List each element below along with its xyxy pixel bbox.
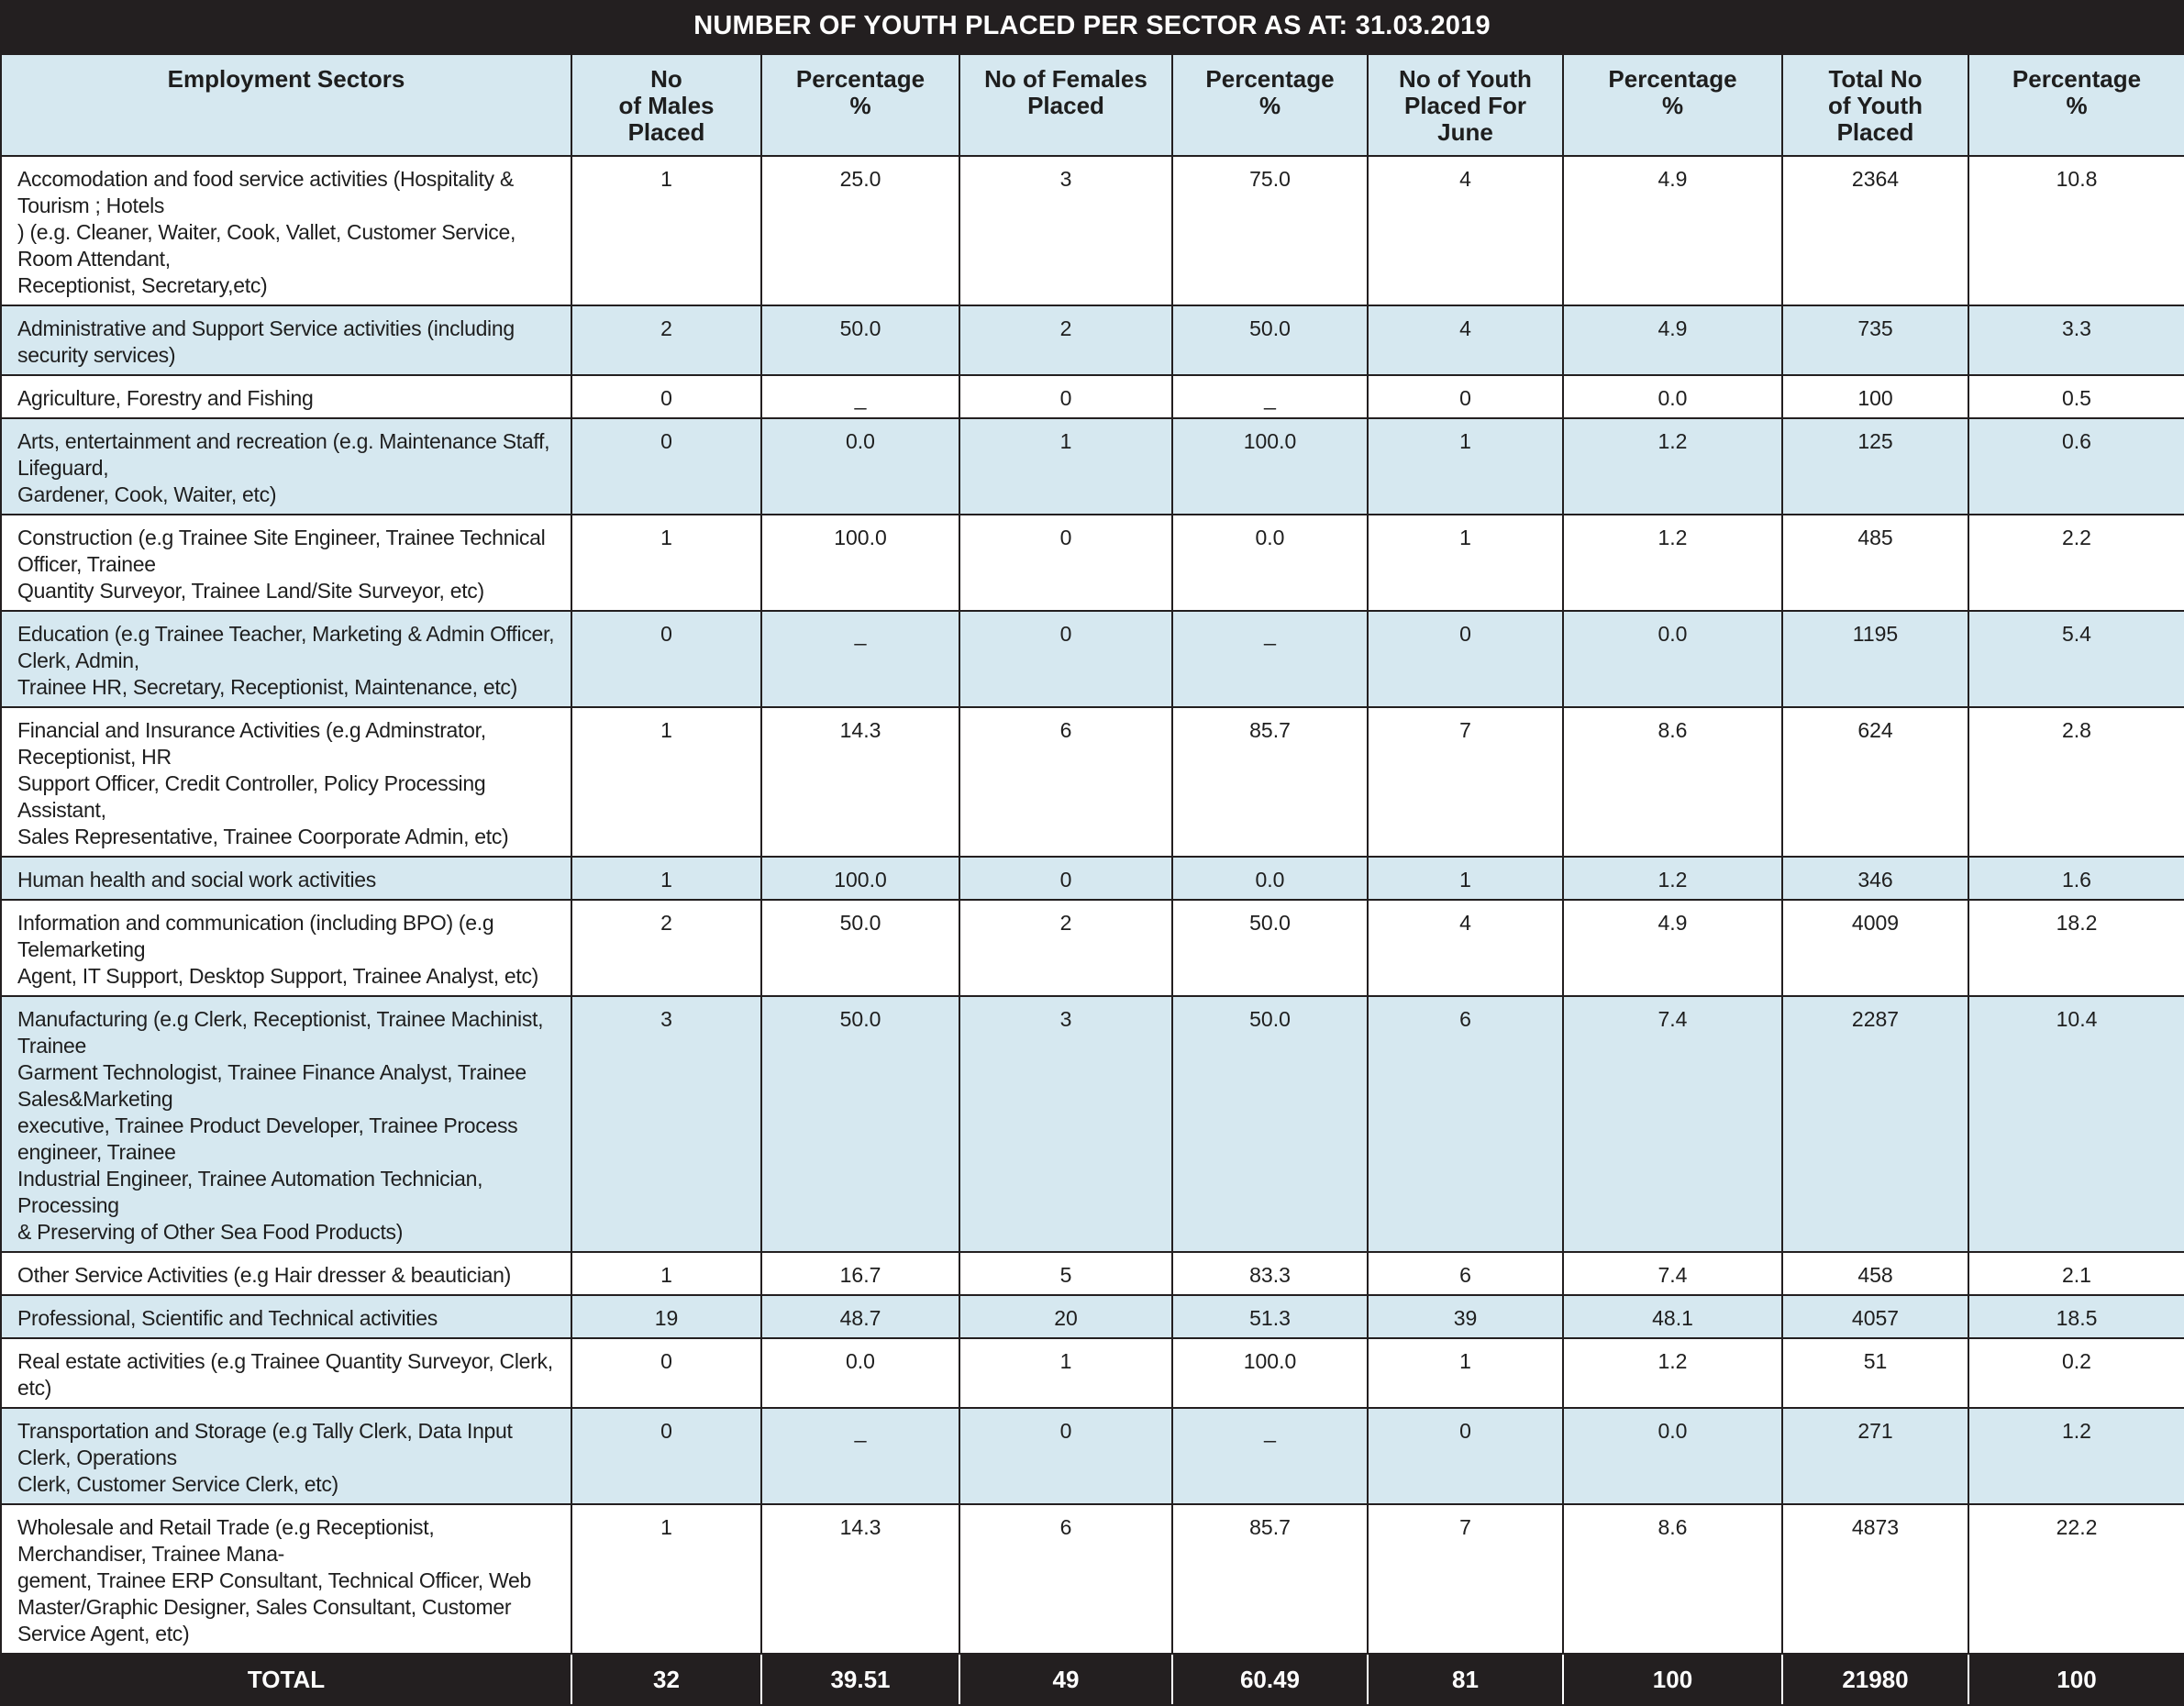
cell-june: 1 — [1368, 418, 1563, 515]
cell-males: 2 — [571, 900, 761, 996]
cell-june-percentage: 1.2 — [1563, 1338, 1782, 1408]
cell-total-percentage: 1.2 — [1968, 1408, 2184, 1504]
cell-june-percentage: 4.9 — [1563, 156, 1782, 305]
cell-june: 4 — [1368, 156, 1563, 305]
cell-males: 0 — [571, 611, 761, 707]
cell-females-percentage: 0.0 — [1172, 857, 1368, 900]
cell-males-percentage: 50.0 — [761, 996, 959, 1252]
cell-males-percentage: _ — [761, 1408, 959, 1504]
cell-males-percentage: 16.7 — [761, 1252, 959, 1295]
cell-june: 6 — [1368, 1252, 1563, 1295]
cell-total-percentage: 10.8 — [1968, 156, 2184, 305]
cell-june-percentage: 7.4 — [1563, 1252, 1782, 1295]
total-females: 49 — [959, 1654, 1172, 1705]
cell-males-percentage: 100.0 — [761, 857, 959, 900]
cell-males: 19 — [571, 1295, 761, 1338]
cell-females: 6 — [959, 1504, 1172, 1654]
header-females-placed: No of Females Placed — [959, 54, 1172, 156]
table-row — [1, 1338, 2184, 1408]
cell-total-percentage: 10.4 — [1968, 996, 2184, 1252]
cell-total: 4873 — [1782, 1504, 1968, 1654]
cell-sector: Real estate activities (e.g Trainee Quantity Surveyor, Clerk, etc) — [1, 1338, 571, 1408]
cell-males-percentage: 25.0 — [761, 156, 959, 305]
cell-june-percentage: 1.2 — [1563, 857, 1782, 900]
cell-sector: Agriculture, Forestry and Fishing — [1, 375, 571, 418]
cell-june-percentage: 0.0 — [1563, 611, 1782, 707]
cell-sector: Manufacturing (e.g Clerk, Receptionist, Trainee Machinist, Trainee Garment Technologist, Trainee Finance Analyst, Trainee Sales&Marketing executive, Trainee Product Developer, Trainee Process engineer, Trainee Industrial Engineer, Trainee Automation Technician, Processing & Preserving of Other Sea Food Products) — [1, 996, 571, 1252]
cell-total-percentage: 2.8 — [1968, 707, 2184, 857]
cell-total-percentage: 2.2 — [1968, 515, 2184, 611]
cell-june-percentage: 0.0 — [1563, 375, 1782, 418]
cell-june: 39 — [1368, 1295, 1563, 1338]
cell-june: 0 — [1368, 611, 1563, 707]
cell-total: 51 — [1782, 1338, 1968, 1408]
cell-june: 4 — [1368, 305, 1563, 375]
cell-males: 0 — [571, 1408, 761, 1504]
cell-total-percentage: 0.2 — [1968, 1338, 2184, 1408]
table-row — [1, 418, 2184, 515]
cell-females: 0 — [959, 375, 1172, 418]
cell-females-percentage: 75.0 — [1172, 156, 1368, 305]
cell-males: 3 — [571, 996, 761, 1252]
cell-females-percentage: 100.0 — [1172, 418, 1368, 515]
cell-females-percentage: 50.0 — [1172, 900, 1368, 996]
cell-sector: Arts, entertainment and recreation (e.g. Maintenance Staff, Lifeguard, Gardener, Cook, Waiter, etc) — [1, 418, 571, 515]
cell-males: 1 — [571, 857, 761, 900]
cell-males: 1 — [571, 1252, 761, 1295]
cell-females: 1 — [959, 418, 1172, 515]
cell-total: 735 — [1782, 305, 1968, 375]
cell-males: 0 — [571, 418, 761, 515]
cell-sector: Wholesale and Retail Trade (e.g Receptionist, Merchandiser, Trainee Mana- gement, Trainee ERP Consultant, Technical Officer, Web Master/Graphic Designer, Sales Consultant, Customer Service Agent, etc) — [1, 1504, 571, 1654]
table-row — [1, 305, 2184, 375]
cell-females-percentage: 85.7 — [1172, 707, 1368, 857]
cell-june: 1 — [1368, 857, 1563, 900]
cell-sector: Information and communication (including BPO) (e.g Telemarketing Agent, IT Support, Desktop Support, Trainee Analyst, etc) — [1, 900, 571, 996]
total-males: 32 — [571, 1654, 761, 1705]
cell-females: 1 — [959, 1338, 1172, 1408]
cell-females: 2 — [959, 900, 1172, 996]
cell-females-percentage: 0.0 — [1172, 515, 1368, 611]
cell-males-percentage: 0.0 — [761, 418, 959, 515]
cell-total-percentage: 22.2 — [1968, 1504, 2184, 1654]
cell-females-percentage: 51.3 — [1172, 1295, 1368, 1338]
cell-males-percentage: 14.3 — [761, 1504, 959, 1654]
table-row — [1, 1408, 2184, 1504]
cell-total-percentage: 18.2 — [1968, 900, 2184, 996]
header-females-percentage: Percentage % — [1172, 54, 1368, 156]
cell-total: 125 — [1782, 418, 1968, 515]
cell-june-percentage: 48.1 — [1563, 1295, 1782, 1338]
cell-females: 2 — [959, 305, 1172, 375]
cell-females-percentage: 50.0 — [1172, 305, 1368, 375]
table-row — [1, 375, 2184, 418]
table-row — [1, 1504, 2184, 1654]
cell-females-percentage: 50.0 — [1172, 996, 1368, 1252]
cell-total: 100 — [1782, 375, 1968, 418]
youth-placement-table — [0, 53, 2184, 1706]
cell-june: 7 — [1368, 707, 1563, 857]
cell-june: 0 — [1368, 1408, 1563, 1504]
cell-june-percentage: 8.6 — [1563, 707, 1782, 857]
cell-males-percentage: 48.7 — [761, 1295, 959, 1338]
cell-total: 4009 — [1782, 900, 1968, 996]
table-row — [1, 857, 2184, 900]
cell-june: 1 — [1368, 515, 1563, 611]
cell-females-percentage: _ — [1172, 1408, 1368, 1504]
cell-total: 2364 — [1782, 156, 1968, 305]
cell-males-percentage: _ — [761, 611, 959, 707]
total-females-percentage: 60.49 — [1172, 1654, 1368, 1705]
cell-females-percentage: 100.0 — [1172, 1338, 1368, 1408]
total-youth-percentage: 100 — [1968, 1654, 2184, 1705]
cell-females: 6 — [959, 707, 1172, 857]
cell-june: 4 — [1368, 900, 1563, 996]
cell-males: 0 — [571, 1338, 761, 1408]
cell-june-percentage: 1.2 — [1563, 418, 1782, 515]
header-row — [1, 54, 2184, 156]
cell-june-percentage: 8.6 — [1563, 1504, 1782, 1654]
cell-females: 0 — [959, 611, 1172, 707]
header-males-placed: No of Males Placed — [571, 54, 761, 156]
cell-total: 346 — [1782, 857, 1968, 900]
cell-males-percentage: 50.0 — [761, 900, 959, 996]
cell-june-percentage: 0.0 — [1563, 1408, 1782, 1504]
cell-sector: Administrative and Support Service activities (including security services) — [1, 305, 571, 375]
cell-females-percentage: _ — [1172, 375, 1368, 418]
cell-june-percentage: 1.2 — [1563, 515, 1782, 611]
table-title: NUMBER OF YOUTH PLACED PER SECTOR AS AT: 31.03.2019 — [0, 0, 2184, 53]
cell-sector: Transportation and Storage (e.g Tally Clerk, Data Input Clerk, Operations Clerk, Customer Service Clerk, etc) — [1, 1408, 571, 1504]
total-june-percentage: 100 — [1563, 1654, 1782, 1705]
cell-sector: Financial and Insurance Activities (e.g Adminstrator, Receptionist, HR Support Officer, Credit Controller, Policy Processing Assistant, Sales Representative, Trainee Coorporate Admin, etc) — [1, 707, 571, 857]
cell-total: 624 — [1782, 707, 1968, 857]
cell-males-percentage: 50.0 — [761, 305, 959, 375]
cell-sector: Education (e.g Trainee Teacher, Marketing & Admin Officer, Clerk, Admin, Trainee HR, Secretary, Receptionist, Maintenance, etc) — [1, 611, 571, 707]
cell-sector: Human health and social work activities — [1, 857, 571, 900]
table-row — [1, 515, 2184, 611]
cell-males: 2 — [571, 305, 761, 375]
cell-total-percentage: 1.6 — [1968, 857, 2184, 900]
cell-total-percentage: 0.6 — [1968, 418, 2184, 515]
cell-males: 1 — [571, 156, 761, 305]
cell-males-percentage: 100.0 — [761, 515, 959, 611]
cell-june: 0 — [1368, 375, 1563, 418]
cell-females-percentage: 85.7 — [1172, 1504, 1368, 1654]
cell-total-percentage: 2.1 — [1968, 1252, 2184, 1295]
table-row — [1, 707, 2184, 857]
header-total-percentage: Percentage % — [1968, 54, 2184, 156]
total-row — [1, 1654, 2184, 1705]
cell-total: 458 — [1782, 1252, 1968, 1295]
table-row — [1, 611, 2184, 707]
cell-females: 0 — [959, 1408, 1172, 1504]
cell-males-percentage: 14.3 — [761, 707, 959, 857]
cell-total: 2287 — [1782, 996, 1968, 1252]
table-row — [1, 156, 2184, 305]
header-youth-placed-june: No of Youth Placed For June — [1368, 54, 1563, 156]
cell-sector: Construction (e.g Trainee Site Engineer, Trainee Technical Officer, Trainee Quantity Surveyor, Trainee Land/Site Surveyor, etc) — [1, 515, 571, 611]
cell-june-percentage: 7.4 — [1563, 996, 1782, 1252]
cell-males-percentage: 0.0 — [761, 1338, 959, 1408]
table-row — [1, 1252, 2184, 1295]
cell-total: 271 — [1782, 1408, 1968, 1504]
cell-total-percentage: 3.3 — [1968, 305, 2184, 375]
cell-males: 1 — [571, 707, 761, 857]
cell-females: 3 — [959, 156, 1172, 305]
table-row — [1, 1295, 2184, 1338]
total-label: TOTAL — [1, 1654, 571, 1705]
cell-females: 0 — [959, 515, 1172, 611]
table-body — [1, 156, 2184, 1654]
cell-males-percentage: _ — [761, 375, 959, 418]
total-males-percentage: 39.51 — [761, 1654, 959, 1705]
header-employment-sectors: Employment Sectors — [1, 54, 571, 156]
header-june-percentage: Percentage % — [1563, 54, 1782, 156]
cell-june: 6 — [1368, 996, 1563, 1252]
table-row — [1, 996, 2184, 1252]
cell-females-percentage: _ — [1172, 611, 1368, 707]
cell-total-percentage: 18.5 — [1968, 1295, 2184, 1338]
total-june: 81 — [1368, 1654, 1563, 1705]
header-total-youth-placed: Total No of Youth Placed — [1782, 54, 1968, 156]
cell-sector: Other Service Activities (e.g Hair dresser & beautician) — [1, 1252, 571, 1295]
cell-sector: Accomodation and food service activities (Hospitality & Tourism ; Hotels ) (e.g. Cleaner, Waiter, Cook, Vallet, Customer Service, Room Attendant, Receptionist, Secretary,etc) — [1, 156, 571, 305]
cell-total: 4057 — [1782, 1295, 1968, 1338]
cell-males: 0 — [571, 375, 761, 418]
cell-total-percentage: 0.5 — [1968, 375, 2184, 418]
cell-june-percentage: 4.9 — [1563, 900, 1782, 996]
cell-females-percentage: 83.3 — [1172, 1252, 1368, 1295]
total-youth-placed: 21980 — [1782, 1654, 1968, 1705]
cell-june: 7 — [1368, 1504, 1563, 1654]
table-row — [1, 900, 2184, 996]
cell-females: 5 — [959, 1252, 1172, 1295]
cell-sector: Professional, Scientific and Technical activities — [1, 1295, 571, 1338]
cell-males: 1 — [571, 1504, 761, 1654]
cell-total-percentage: 5.4 — [1968, 611, 2184, 707]
cell-females: 20 — [959, 1295, 1172, 1338]
cell-june: 1 — [1368, 1338, 1563, 1408]
cell-total: 1195 — [1782, 611, 1968, 707]
cell-females: 3 — [959, 996, 1172, 1252]
cell-june-percentage: 4.9 — [1563, 305, 1782, 375]
cell-females: 0 — [959, 857, 1172, 900]
cell-males: 1 — [571, 515, 761, 611]
cell-total: 485 — [1782, 515, 1968, 611]
header-males-percentage: Percentage % — [761, 54, 959, 156]
